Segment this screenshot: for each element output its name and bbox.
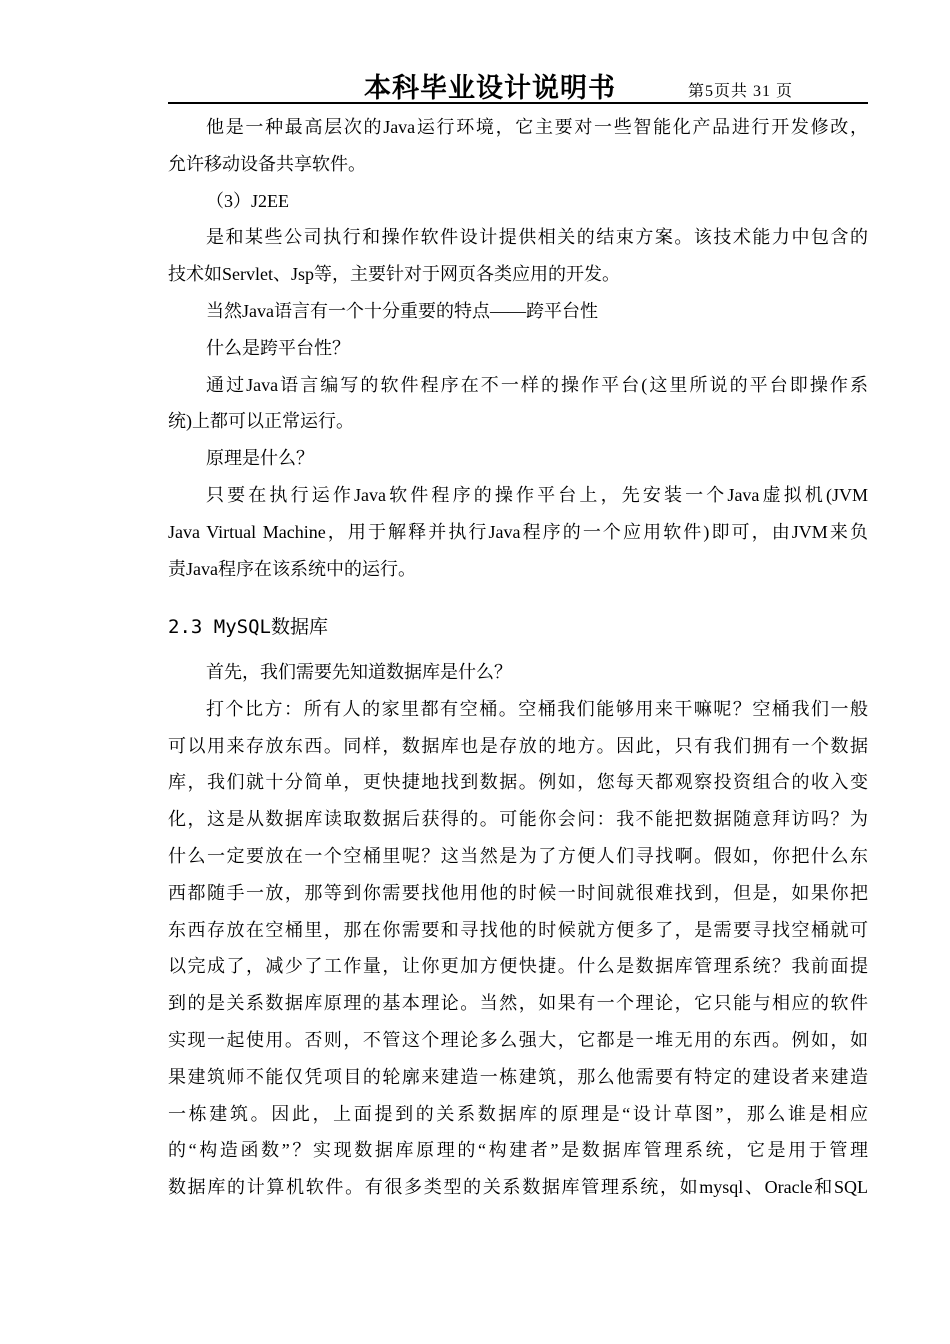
- text-line: 什么一定要放在一个空桶里呢？这当然是为了方便人们寻找啊。假如，你把什么东: [168, 845, 868, 866]
- text-line: 的“构造函数”？实现数据库原理的“构建者”是数据库管理系统，它是用于管理: [168, 1140, 868, 1161]
- text-line: 责Java程序在该系统中的运行。: [168, 558, 416, 579]
- text-line: （3）J2EE: [206, 190, 289, 211]
- text-line: 果建筑师不能仅凭项目的轮廓来建造一栋建筑，那么他需要有特定的建设者来建造: [168, 1066, 868, 1087]
- text-line: 只要在执行运作Java软件程序的操作平台上，先安装一个Java虚拟机(JVM: [206, 484, 868, 505]
- text-line: 统)上都可以正常运行。: [168, 411, 354, 432]
- page-number: 第5页共 31 页: [688, 83, 794, 100]
- document-title: 本科毕业设计说明书: [364, 73, 616, 104]
- text-line: 当然Java语言有一个十分重要的特点——跨平台性: [206, 300, 598, 321]
- text-line: 西都随手一放，那等到你需要找他用他的时候一时间就很难找到，但是，如果你把: [168, 882, 868, 903]
- text-line: 通过Java语言编写的软件程序在不一样的操作平台(这里所说的平台即操作系: [206, 374, 868, 395]
- text-line: 技术如Servlet、Jsp等，主要针对于网页各类应用的开发。: [168, 264, 620, 285]
- section-1-text: [168, 109, 868, 587]
- text-line: 到的是关系数据库原理的基本理论。当然，如果有一个理论，它只能与相应的软件: [168, 993, 868, 1014]
- text-line: 首先，我们需要先知道数据库是什么？: [206, 662, 512, 682]
- text-line: 化，这是从数据库读取数据后获得的。可能你会问：我不能把数据随意拜访吗？为: [168, 809, 868, 830]
- text-line: 是和某些公司执行和操作软件设计提供相关的结束方案。该技术能力中包含的: [206, 227, 868, 248]
- section-2-text: [168, 654, 868, 1206]
- text-line: Java Virtual Machine，用于解释并执行Java程序的一个应用软件)即可，由JVM来负: [168, 521, 868, 542]
- section-heading: 2.3 MySQL数据库: [168, 616, 328, 638]
- text-line: 库，我们就十分简单，更快捷地找到数据。例如，您每天都观察投资组合的收入变: [168, 772, 868, 793]
- text-line: 打个比方：所有人的家里都有空桶。空桶我们能够用来干嘛呢？空桶我们一般: [206, 698, 868, 719]
- text-line: 一栋建筑。因此，上面提到的关系数据库的原理是“设计草图”，那么谁是相应: [168, 1103, 868, 1124]
- text-line: 可以用来存放东西。同样，数据库也是存放的地方。因此，只有我们拥有一个数据: [168, 735, 868, 756]
- text-line: 数据库的计算机软件。有很多类型的关系数据库管理系统，如mysql、Oracle和SQL: [168, 1177, 868, 1198]
- text-line: 实现一起使用。否则，不管这个理论多么强大，它都是一堆无用的东西。例如，如: [168, 1029, 868, 1050]
- text-line: 他是一种最高层次的Java运行环境，它主要对一些智能化产品进行开发修改，: [206, 117, 868, 137]
- text-line: 原理是什么？: [206, 448, 314, 469]
- text-line: 什么是跨平台性？: [206, 337, 350, 358]
- page-header: [168, 66, 868, 104]
- text-line: 东西存放在空桶里，那在你需要和寻找他的时候就方便多了，是需要寻找空桶就可: [168, 919, 868, 940]
- text-line: 允许移动设备共享软件。: [168, 153, 366, 174]
- text-line: 以完成了，减少了工作量，让你更加方便快捷。什么是数据库管理系统？我前面提: [168, 956, 868, 977]
